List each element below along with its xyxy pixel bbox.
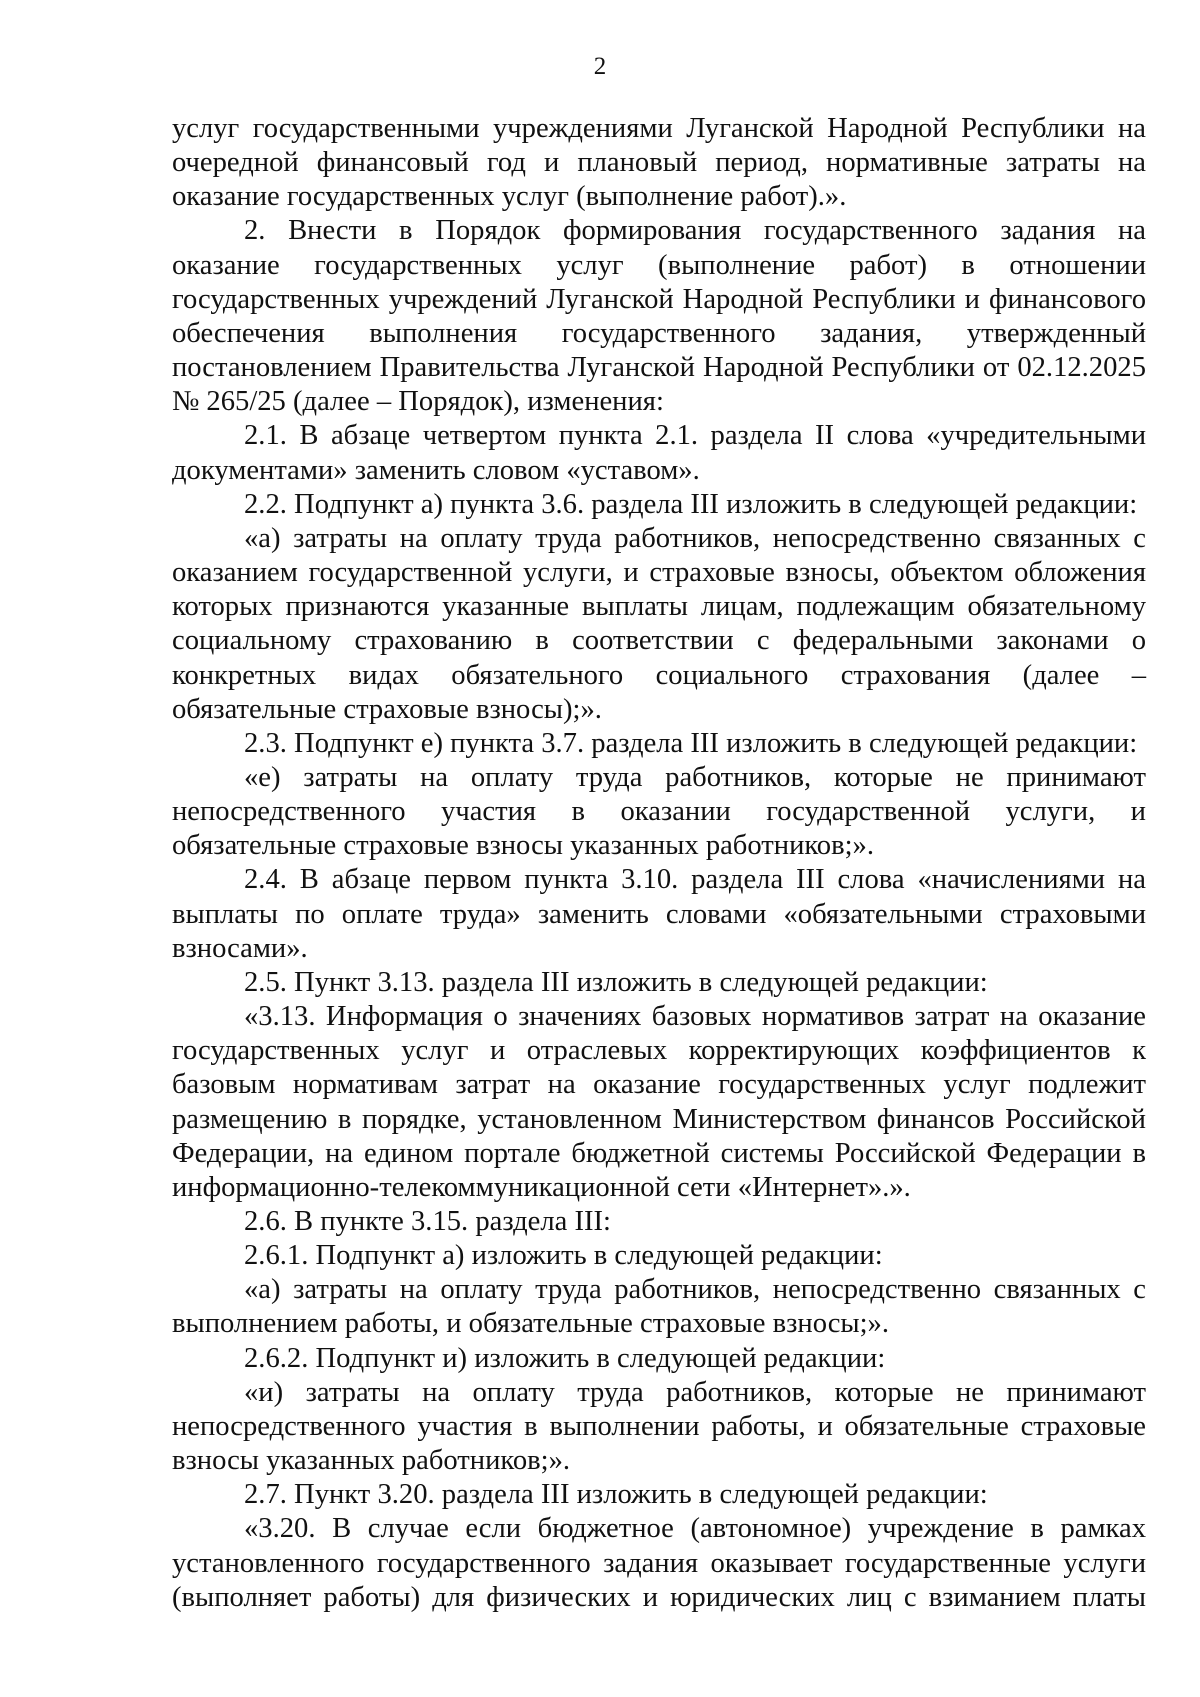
paragraph-item-2-6: 2.6. В пункте 3.15. раздела III: bbox=[244, 1206, 611, 1237]
paragraph-item-2-7: 2.7. Пункт 3.20. раздела III изложить в следующей редакции: bbox=[244, 1479, 988, 1511]
paragraph-item-2-6-1: 2.6.1. Подпункт а) изложить в следующей редакции: bbox=[244, 1240, 883, 1272]
document-body bbox=[172, 112, 1146, 1615]
paragraph-item-2-5: 2.5. Пункт 3.13. раздела III изложить в следующей редакции: bbox=[244, 966, 988, 998]
paragraph-item-2-2-quote: «а) затраты на оплату труда работников, непосредственно связанных с оказанием государственной услуги, и страховые взносы, объектом обложения которых признаются указанные выплаты лицам, подлежащим обязательному социальному страхованию в соответствии с федеральными законами о конкретных видах обязательного социального страхования (далее – обязательные страховые взносы);». bbox=[172, 522, 1146, 725]
paragraph-item-2-6-2-quote: «и) затраты на оплату труда работников, которые не принимают непосредственного участия в выполнении работы, и обязательные страховые взносы указанных работников;». bbox=[172, 1376, 1146, 1477]
paragraph-item-2-3: 2.3. Подпункт е) пункта 3.7. раздела III изложить в следующей редакции: bbox=[244, 727, 1138, 759]
paragraph-item-2-3-quote: «е) затраты на оплату труда работников, которые не принимают непосредственного участия в оказании государственной услуги, и обязательные страховые взносы указанных работников;». bbox=[172, 761, 1146, 862]
paragraph-item-2-5-quote: «3.13. Информация о значениях базовых нормативов затрат на оказание государственных услуг и отраслевых корректирующих коэффициентов к базовым нормативам затрат на оказание государственных услуг подлежит размещению в порядке, установленном Министерством финансов Российской Федерации, на едином портале бюджетной системы Российской Федерации в информационно-телекоммуникационной сети «Интернет».». bbox=[172, 1001, 1146, 1203]
paragraph-item-2-2: 2.2. Подпункт а) пункта 3.6. раздела III изложить в следующей редакции: bbox=[244, 488, 1138, 520]
paragraph-item-2: 2. Внести в Порядок формирования государственного задания на оказание государственных услуг (выполнение работ) в отношении государственных учреждений Луганской Народной Республики и финансового обеспечения выполнения государственного задания, утвержденный постановлением Правительства Луганской Народной Республики от 02.12.2025 № 265/25 (далее – Порядок), изменения: bbox=[172, 215, 1146, 418]
page-number: 2 bbox=[593, 53, 607, 80]
paragraph-item-2-6-1-quote: «а) затраты на оплату труда работников, непосредственно связанных с выполнением работы, и обязательные страховые взносы;». bbox=[172, 1274, 1146, 1340]
paragraph-item-2-6-2: 2.6.2. Подпункт и) изложить в следующей редакции: bbox=[244, 1342, 886, 1374]
paragraph-item-2-7-quote: «3.20. В случае если бюджетное (автономное) учреждение в рамках установленного государственного задания оказывает государственные услуги (выполняет работы) для физических и юридических лиц с взиманием платы bbox=[172, 1513, 1146, 1613]
paragraph-item-2-4: 2.4. В абзаце первом пункта 3.10. раздела III слова «начислениями на выплаты по оплате труда» заменить словами «обязательными страховыми взносами». bbox=[172, 864, 1146, 964]
paragraph-item-2-1: 2.1. В абзаце четвертом пункта 2.1. раздела II слова «учредительными документами» заменить словом «уставом». bbox=[172, 420, 1146, 486]
paragraph-intro-continuation: услуг государственными учреждениями Луганской Народной Республики на очередной финансовый год и плановый период, нормативные затраты на оказание государственных услуг (выполнение работ).». bbox=[172, 113, 1146, 213]
